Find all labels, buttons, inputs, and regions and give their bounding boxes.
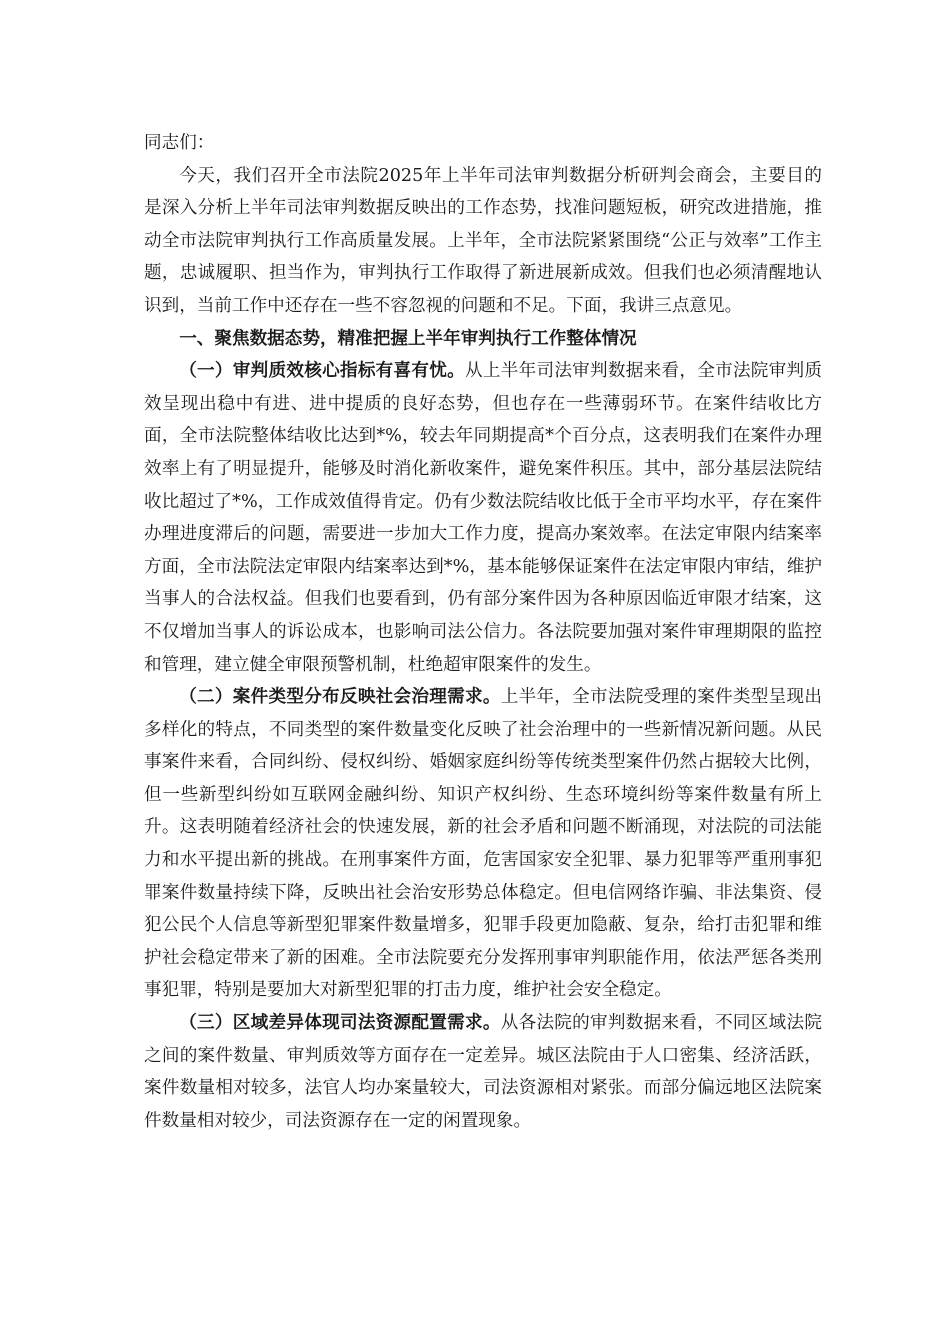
paragraph-1-body: 从上半年司法审判数据来看，全市法院审判质效呈现出稳中有进、进中提质的良好态势，但也存在一些薄弱环节。在案件结收比方面，全市法院整体结收比达到*%，较去年同期提高*个百分点，这表明我们在案件办理效率上有了明显提升，能够及时消化新收案件，避免案件积压。其中，部分基层法院结收比超过了*%，工作成效值得肯定。仍有少数法院结收比低于全市平均水平，存在案件办理进度滞后的问题，需要进一步加大工作力度，提高办案效率。在法定审限内结案率方面，全市法院法定审限内结案率达到*%，基本能够保证案件在法定审限内审结，维护当事人的合法权益。但我们也要看到，仍有部分案件因为各种原因临近审限才结案，这不仅增加当事人的诉讼成本，也影响司法公信力。各法院要加强对案件审理期限的监控和管理，建立健全审限预警机制，杜绝超审限案件的发生。 — [144, 361, 822, 675]
paragraph-2 — [144, 681, 822, 1007]
paragraph-3-body: 从各法院的审判数据来看，不同区域法院之间的案件数量、审判质效等方面存在一定差异。城区法院由于人口密集、经济活跃，案件数量相对较多，法官人均办案量较大，司法资源相对紧张。而部分偏远地区法院案件数量相对较少，司法资源存在一定的闲置现象。 — [144, 1013, 822, 1131]
paragraph-1 — [144, 355, 822, 681]
paragraph-2-body: 上半年，全市法院受理的案件类型呈现出多样化的特点，不同类型的案件数量变化反映了社会治理中的一些新情况新问题。从民事案件来看，合同纠纷、侵权纠纷、婚姻家庭纠纷等传统类型案件仍然占据较大比例，但一些新型纠纷如互联网金融纠纷、知识产权纠纷、生态环境纠纷等案件数量有所上升。这表明随着经济社会的快速发展，新的社会矛盾和问题不断涌现，对法院的司法能力和水平提出新的挑战。在刑事案件方面，危害国家安全犯罪、暴力犯罪等严重刑事犯罪案件数量持续下降，反映出社会治安形势总体稳定。但电信网络诈骗、非法集资、侵犯公民个人信息等新型犯罪案件数量增多，犯罪手段更加隐蔽、复杂，给打击犯罪和维护社会稳定带来了新的困难。全市法院要充分发挥刑事审判职能作用，依法严惩各类刑事犯罪，特别是要加大对新型犯罪的打击力度，维护社会安全稳定。 — [144, 687, 822, 1001]
paragraph-3-lead: （三）区域差异体现司法资源配置需求。 — [179, 1012, 501, 1034]
section-1-heading: 一、聚焦数据态势，精准把握上半年审判执行工作整体情况 — [179, 327, 637, 349]
paragraph-2-lead: （二）案件类型分布反映社会治理需求。 — [179, 686, 501, 708]
salutation: 同志们： — [144, 133, 215, 153]
intro-paragraph: 今天，我们召开全市法院2025年上半年司法审判数据分析研判会商会，主要目的是深入分析上半年司法审判数据反映出的工作态势，找准问题短板，研究改进措施，推动全市法院审判执行工作高质量发展。上半年，全市法院紧紧围绕“公正与效率”工作主题，忠诚履职、担当作为，审判执行工作取得了新进展新成效。但我们也必须清醒地认识到，当前工作中还存在一些不容忽视的问题和不足。下面，我讲三点意见。 — [144, 165, 822, 316]
paragraph-1-lead: （一）审判质效核心指标有喜有忧。 — [179, 360, 465, 382]
document-page — [144, 127, 822, 1137]
paragraph-3 — [144, 1007, 822, 1137]
